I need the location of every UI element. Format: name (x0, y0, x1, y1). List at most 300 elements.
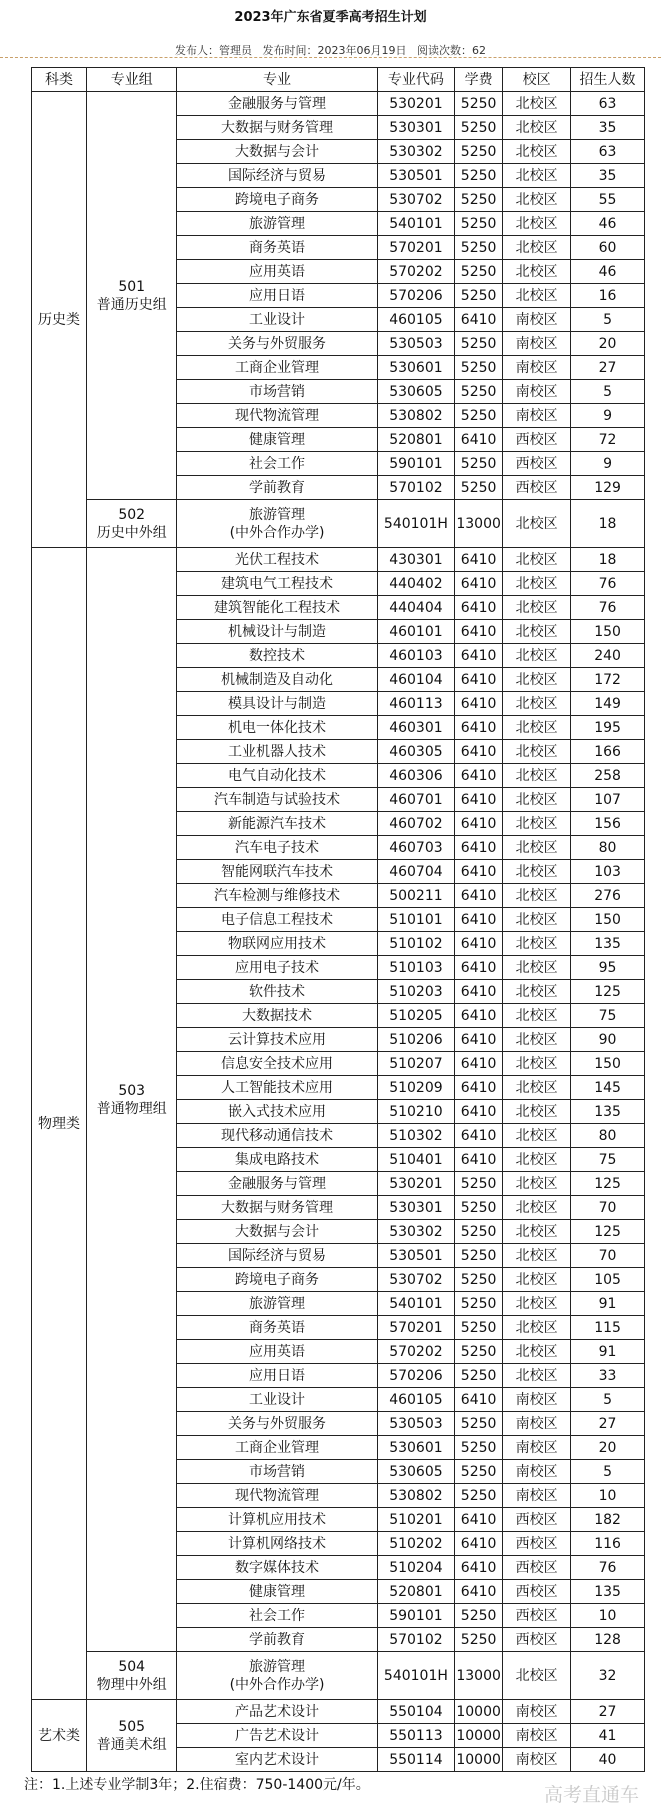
quota-cell: 172 (571, 668, 645, 692)
major-code-cell: 460701 (377, 788, 454, 812)
major-code-cell: 510206 (377, 1028, 454, 1052)
tuition-cell: 6410 (455, 764, 503, 788)
tuition-cell: 6410 (455, 1004, 503, 1028)
quota-cell: 240 (571, 644, 645, 668)
tuition-cell: 5250 (455, 1364, 503, 1388)
table-row (32, 1652, 645, 1700)
major-cell: 应用日语 (177, 284, 377, 308)
quota-cell: 72 (571, 428, 645, 452)
major-cell: 建筑电气工程技术 (177, 572, 377, 596)
quota-cell: 115 (571, 1316, 645, 1340)
major-cell (177, 1652, 377, 1700)
column-header: 专业组 (87, 68, 177, 92)
quota-cell: 128 (571, 1628, 645, 1652)
campus-cell: 北校区 (503, 548, 571, 572)
major-code-cell: 540101 (377, 1292, 454, 1316)
major-cell: 现代物流管理 (177, 1484, 377, 1508)
tuition-cell: 5250 (455, 356, 503, 380)
campus-cell: 北校区 (503, 236, 571, 260)
quota-cell: 18 (571, 500, 645, 548)
campus-cell: 北校区 (503, 764, 571, 788)
quota-cell: 125 (571, 1220, 645, 1244)
major-cell: 社会工作 (177, 452, 377, 476)
major-cell: 健康管理 (177, 428, 377, 452)
quota-cell: 76 (571, 572, 645, 596)
category-cell: 艺术类 (32, 1700, 87, 1772)
tuition-cell: 5250 (455, 1460, 503, 1484)
tuition-cell: 6410 (455, 596, 503, 620)
major-cell: 旅游管理 (177, 212, 377, 236)
major-code-cell: 530301 (377, 1196, 454, 1220)
tuition-cell: 6410 (455, 1124, 503, 1148)
tuition-cell: 6410 (455, 620, 503, 644)
group-name: 历史中外组 (96, 524, 167, 541)
major-code-cell: 540101H (377, 500, 454, 548)
major-code-cell: 530301 (377, 116, 454, 140)
campus-cell: 北校区 (503, 1076, 571, 1100)
campus-cell: 北校区 (503, 644, 571, 668)
tuition-cell: 6410 (455, 716, 503, 740)
campus-cell: 北校区 (503, 1652, 571, 1700)
major-cell: 计算机网络技术 (177, 1532, 377, 1556)
tuition-cell: 6410 (455, 884, 503, 908)
quota-cell: 150 (571, 908, 645, 932)
major-cell: 关务与外贸服务 (177, 332, 377, 356)
campus-cell: 西校区 (503, 1580, 571, 1604)
major-code-cell: 460104 (377, 668, 454, 692)
major-code-cell: 460103 (377, 644, 454, 668)
quota-cell: 55 (571, 188, 645, 212)
tuition-cell: 5250 (455, 1268, 503, 1292)
major-cell: 机电一体化技术 (177, 716, 377, 740)
quota-cell: 5 (571, 380, 645, 404)
column-header: 专业 (177, 68, 377, 92)
tuition-cell: 5250 (455, 1484, 503, 1508)
watermark: 高考直通车 (543, 1784, 639, 1806)
campus-cell: 北校区 (503, 740, 571, 764)
major-code-cell: 460105 (377, 1388, 454, 1412)
campus-cell: 北校区 (503, 1316, 571, 1340)
major-cell: 大数据技术 (177, 1004, 377, 1028)
campus-cell: 南校区 (503, 404, 571, 428)
major-cell: 室内艺术设计 (177, 1748, 377, 1772)
major-cell: 建筑智能化工程技术 (177, 596, 377, 620)
group-cell (87, 1652, 177, 1700)
quota-cell: 258 (571, 764, 645, 788)
major-cell: 云计算技术应用 (177, 1028, 377, 1052)
quota-cell: 182 (571, 1508, 645, 1532)
quota-cell: 166 (571, 740, 645, 764)
campus-cell: 南校区 (503, 1460, 571, 1484)
campus-cell: 北校区 (503, 1220, 571, 1244)
publisher-label: 发布人： (175, 44, 219, 57)
major-code-cell: 550113 (377, 1724, 454, 1748)
campus-cell: 北校区 (503, 116, 571, 140)
group-name: 物理中外组 (96, 1676, 167, 1693)
major-cell: 学前教育 (177, 1628, 377, 1652)
major-code-cell: 570102 (377, 1628, 454, 1652)
major-code-cell: 460305 (377, 740, 454, 764)
major-cell: 电气自动化技术 (177, 764, 377, 788)
tuition-cell: 6410 (455, 1052, 503, 1076)
major-code-cell: 530503 (377, 1412, 454, 1436)
quota-cell: 9 (571, 404, 645, 428)
major-cell: 商务英语 (177, 1316, 377, 1340)
major-cell: 工商企业管理 (177, 356, 377, 380)
group-name: 普通美术组 (96, 1736, 167, 1753)
tuition-cell: 6410 (455, 812, 503, 836)
major-code-cell: 530802 (377, 404, 454, 428)
quota-cell: 70 (571, 1196, 645, 1220)
tuition-cell: 5250 (455, 260, 503, 284)
major-code-cell: 510209 (377, 1076, 454, 1100)
major-code-cell: 460704 (377, 860, 454, 884)
tuition-cell: 6410 (455, 1556, 503, 1580)
tuition-cell: 6410 (455, 668, 503, 692)
group-code: 502 (118, 506, 146, 523)
major-cell: 应用英语 (177, 1340, 377, 1364)
table-row (32, 1700, 645, 1724)
campus-cell: 北校区 (503, 92, 571, 116)
major-cell: 数控技术 (177, 644, 377, 668)
campus-cell: 北校区 (503, 716, 571, 740)
tuition-cell: 6410 (455, 980, 503, 1004)
major-code-cell: 530702 (377, 188, 454, 212)
major-cell: 国际经济与贸易 (177, 164, 377, 188)
major-code-cell: 440404 (377, 596, 454, 620)
tuition-cell: 6410 (455, 1508, 503, 1532)
major-note: (中外合作办学) (229, 524, 325, 541)
tuition-cell: 6410 (455, 956, 503, 980)
campus-cell: 南校区 (503, 332, 571, 356)
tuition-cell: 6410 (455, 1028, 503, 1052)
major-code-cell: 530201 (377, 1172, 454, 1196)
major-cell: 旅游管理 (177, 1292, 377, 1316)
major-note: (中外合作办学) (229, 1676, 325, 1693)
tuition-cell: 5250 (455, 164, 503, 188)
column-header: 招生人数 (571, 68, 645, 92)
major-code-cell: 570202 (377, 1340, 454, 1364)
tuition-cell: 5250 (455, 140, 503, 164)
quota-cell: 18 (571, 548, 645, 572)
campus-cell: 北校区 (503, 1124, 571, 1148)
major-code-cell: 510202 (377, 1532, 454, 1556)
major-code-cell: 530503 (377, 332, 454, 356)
major-cell: 社会工作 (177, 1604, 377, 1628)
major-cell: 大数据与会计 (177, 1220, 377, 1244)
tuition-cell: 6410 (455, 1532, 503, 1556)
tuition-cell: 6410 (455, 1148, 503, 1172)
quota-cell: 91 (571, 1340, 645, 1364)
quota-cell: 10 (571, 1484, 645, 1508)
quota-cell: 27 (571, 356, 645, 380)
campus-cell: 北校区 (503, 1004, 571, 1028)
major-cell: 应用日语 (177, 1364, 377, 1388)
campus-cell: 北校区 (503, 884, 571, 908)
major-code-cell: 510201 (377, 1508, 454, 1532)
major-cell: 跨境电子商务 (177, 1268, 377, 1292)
campus-cell: 北校区 (503, 1052, 571, 1076)
major-code-cell: 460113 (377, 692, 454, 716)
campus-cell: 北校区 (503, 980, 571, 1004)
quota-cell: 145 (571, 1076, 645, 1100)
quota-cell: 40 (571, 1748, 645, 1772)
tuition-cell: 6410 (455, 1076, 503, 1100)
major-code-cell: 540101 (377, 212, 454, 236)
tuition-cell: 6410 (455, 644, 503, 668)
campus-cell: 北校区 (503, 668, 571, 692)
group-code: 503 (118, 1082, 146, 1099)
major-cell: 计算机应用技术 (177, 1508, 377, 1532)
major-cell: 新能源汽车技术 (177, 812, 377, 836)
campus-cell: 西校区 (503, 1556, 571, 1580)
quota-cell: 95 (571, 956, 645, 980)
major-cell: 现代物流管理 (177, 404, 377, 428)
major-cell: 数字媒体技术 (177, 1556, 377, 1580)
major-code-cell: 530605 (377, 380, 454, 404)
major-code-cell: 570206 (377, 1364, 454, 1388)
major-code-cell: 510203 (377, 980, 454, 1004)
major-code-cell: 570206 (377, 284, 454, 308)
campus-cell: 北校区 (503, 860, 571, 884)
campus-cell: 北校区 (503, 1100, 571, 1124)
major-code-cell: 570102 (377, 476, 454, 500)
campus-cell: 北校区 (503, 1148, 571, 1172)
campus-cell: 北校区 (503, 1268, 571, 1292)
major-code-cell: 460702 (377, 812, 454, 836)
quota-cell: 125 (571, 980, 645, 1004)
major-code-cell: 530302 (377, 140, 454, 164)
enrollment-plan-table (31, 67, 645, 1772)
date-label: 发布时间： (262, 44, 318, 57)
tuition-cell: 5250 (455, 212, 503, 236)
quota-cell: 5 (571, 1460, 645, 1484)
table-body (32, 92, 645, 1772)
major-code-cell: 550104 (377, 1700, 454, 1724)
group-cell (87, 548, 177, 1652)
tuition-cell: 6410 (455, 548, 503, 572)
tuition-cell: 6410 (455, 740, 503, 764)
major-cell: 金融服务与管理 (177, 1172, 377, 1196)
quota-cell: 135 (571, 1580, 645, 1604)
campus-cell: 北校区 (503, 1244, 571, 1268)
major-code-cell: 510207 (377, 1052, 454, 1076)
major-cell: 机械制造及自动化 (177, 668, 377, 692)
tuition-cell: 5250 (455, 404, 503, 428)
tuition-cell: 5250 (455, 476, 503, 500)
campus-cell: 北校区 (503, 572, 571, 596)
campus-cell: 北校区 (503, 212, 571, 236)
tuition-cell: 5250 (455, 1292, 503, 1316)
quota-cell: 70 (571, 1244, 645, 1268)
tuition-cell: 13000 (455, 1652, 503, 1700)
tuition-cell: 5250 (455, 188, 503, 212)
major-code-cell: 460703 (377, 836, 454, 860)
quota-cell: 91 (571, 1292, 645, 1316)
campus-cell: 北校区 (503, 500, 571, 548)
major-cell: 关务与外贸服务 (177, 1412, 377, 1436)
quota-cell: 116 (571, 1532, 645, 1556)
major-cell: 商务英语 (177, 236, 377, 260)
major-code-cell: 510302 (377, 1124, 454, 1148)
quota-cell: 60 (571, 236, 645, 260)
header-divider (0, 57, 661, 58)
article-meta (0, 42, 661, 58)
major-cell: 机械设计与制造 (177, 620, 377, 644)
quota-cell: 35 (571, 116, 645, 140)
tuition-cell: 5250 (455, 1340, 503, 1364)
tuition-cell: 5250 (455, 1436, 503, 1460)
quota-cell: 20 (571, 1436, 645, 1460)
campus-cell: 南校区 (503, 1748, 571, 1772)
major-cell: 人工智能技术应用 (177, 1076, 377, 1100)
major-cell: 汽车检测与维修技术 (177, 884, 377, 908)
major-cell: 汽车电子技术 (177, 836, 377, 860)
major-cell: 电子信息工程技术 (177, 908, 377, 932)
category-cell: 历史类 (32, 92, 87, 548)
campus-cell: 西校区 (503, 428, 571, 452)
quota-cell: 46 (571, 260, 645, 284)
major-cell: 产品艺术设计 (177, 1700, 377, 1724)
tuition-cell: 5250 (455, 116, 503, 140)
tuition-cell: 10000 (455, 1748, 503, 1772)
column-header: 学费 (455, 68, 503, 92)
column-header: 专业代码 (377, 68, 454, 92)
campus-cell: 西校区 (503, 1604, 571, 1628)
group-code: 501 (118, 278, 146, 295)
major-code-cell: 530501 (377, 1244, 454, 1268)
major-code-cell: 500211 (377, 884, 454, 908)
campus-cell: 北校区 (503, 596, 571, 620)
quota-cell: 150 (571, 1052, 645, 1076)
major-cell: 模具设计与制造 (177, 692, 377, 716)
category-cell: 物理类 (32, 548, 87, 1700)
quota-cell: 107 (571, 788, 645, 812)
page-title: 2023年广东省夏季高考招生计划 (234, 10, 427, 25)
major-code-cell: 530802 (377, 1484, 454, 1508)
tuition-cell: 5250 (455, 92, 503, 116)
major-code-cell: 430301 (377, 548, 454, 572)
tuition-cell: 6410 (455, 1580, 503, 1604)
campus-cell: 北校区 (503, 1172, 571, 1196)
campus-cell: 南校区 (503, 1436, 571, 1460)
column-header: 校区 (503, 68, 571, 92)
campus-cell: 西校区 (503, 452, 571, 476)
tuition-cell: 5250 (455, 380, 503, 404)
campus-cell: 西校区 (503, 1532, 571, 1556)
major-code-cell: 510102 (377, 932, 454, 956)
major-code-cell: 590101 (377, 1604, 454, 1628)
tuition-cell: 5250 (455, 1604, 503, 1628)
major-cell: 汽车制造与试验技术 (177, 788, 377, 812)
campus-cell: 北校区 (503, 812, 571, 836)
tuition-cell: 5250 (455, 1220, 503, 1244)
tuition-cell: 5250 (455, 452, 503, 476)
quota-cell: 149 (571, 692, 645, 716)
major-code-cell: 460301 (377, 716, 454, 740)
tuition-cell: 5250 (455, 1316, 503, 1340)
major-code-cell: 520801 (377, 1580, 454, 1604)
major-code-cell: 440402 (377, 572, 454, 596)
major-code-cell: 590101 (377, 452, 454, 476)
major-cell: 工业设计 (177, 1388, 377, 1412)
major-code-cell: 510101 (377, 908, 454, 932)
table-header-row (32, 68, 645, 92)
major-code-cell: 530601 (377, 356, 454, 380)
quota-cell: 27 (571, 1700, 645, 1724)
quota-cell: 135 (571, 1100, 645, 1124)
quota-cell: 80 (571, 836, 645, 860)
major-cell: 工商企业管理 (177, 1436, 377, 1460)
campus-cell: 南校区 (503, 1724, 571, 1748)
major-cell: 现代移动通信技术 (177, 1124, 377, 1148)
major-cell: 信息安全技术应用 (177, 1052, 377, 1076)
major-code-cell: 530601 (377, 1436, 454, 1460)
major-cell: 市场营销 (177, 1460, 377, 1484)
major-cell: 嵌入式技术应用 (177, 1100, 377, 1124)
major-code-cell: 510401 (377, 1148, 454, 1172)
campus-cell: 西校区 (503, 476, 571, 500)
tuition-cell: 6410 (455, 1388, 503, 1412)
quota-cell: 76 (571, 1556, 645, 1580)
publish-date: 2023年06月19日 (317, 44, 407, 57)
major-cell (177, 500, 377, 548)
campus-cell: 北校区 (503, 908, 571, 932)
tuition-cell: 13000 (455, 500, 503, 548)
campus-cell: 北校区 (503, 260, 571, 284)
major-code-cell: 540101H (377, 1652, 454, 1700)
major-cell: 光伏工程技术 (177, 548, 377, 572)
quota-cell: 10 (571, 1604, 645, 1628)
major-cell: 跨境电子商务 (177, 188, 377, 212)
tuition-cell: 6410 (455, 428, 503, 452)
major-code-cell: 570201 (377, 1316, 454, 1340)
campus-cell: 南校区 (503, 308, 571, 332)
tuition-cell: 6410 (455, 908, 503, 932)
quota-cell: 32 (571, 1652, 645, 1700)
tuition-cell: 5250 (455, 1628, 503, 1652)
view-count: 62 (472, 44, 486, 57)
campus-cell: 南校区 (503, 1388, 571, 1412)
quota-cell: 9 (571, 452, 645, 476)
major-cell: 金融服务与管理 (177, 92, 377, 116)
major-code-cell: 530702 (377, 1268, 454, 1292)
quota-cell: 27 (571, 1412, 645, 1436)
campus-cell: 南校区 (503, 1484, 571, 1508)
campus-cell: 西校区 (503, 1508, 571, 1532)
table-row (32, 500, 645, 548)
campus-cell: 西校区 (503, 1628, 571, 1652)
group-code: 505 (118, 1718, 146, 1735)
major-name: 旅游管理 (249, 506, 306, 523)
major-code-cell: 530201 (377, 92, 454, 116)
major-code-cell: 510204 (377, 1556, 454, 1580)
tuition-cell: 10000 (455, 1724, 503, 1748)
quota-cell: 276 (571, 884, 645, 908)
quota-cell: 156 (571, 812, 645, 836)
quota-cell: 20 (571, 332, 645, 356)
campus-cell: 北校区 (503, 1196, 571, 1220)
major-code-cell: 510210 (377, 1100, 454, 1124)
group-cell (87, 92, 177, 500)
tuition-cell: 6410 (455, 692, 503, 716)
quota-cell: 105 (571, 1268, 645, 1292)
tuition-cell: 5250 (455, 284, 503, 308)
tuition-cell: 6410 (455, 308, 503, 332)
major-cell: 市场营销 (177, 380, 377, 404)
quota-cell: 16 (571, 284, 645, 308)
quota-cell: 103 (571, 860, 645, 884)
